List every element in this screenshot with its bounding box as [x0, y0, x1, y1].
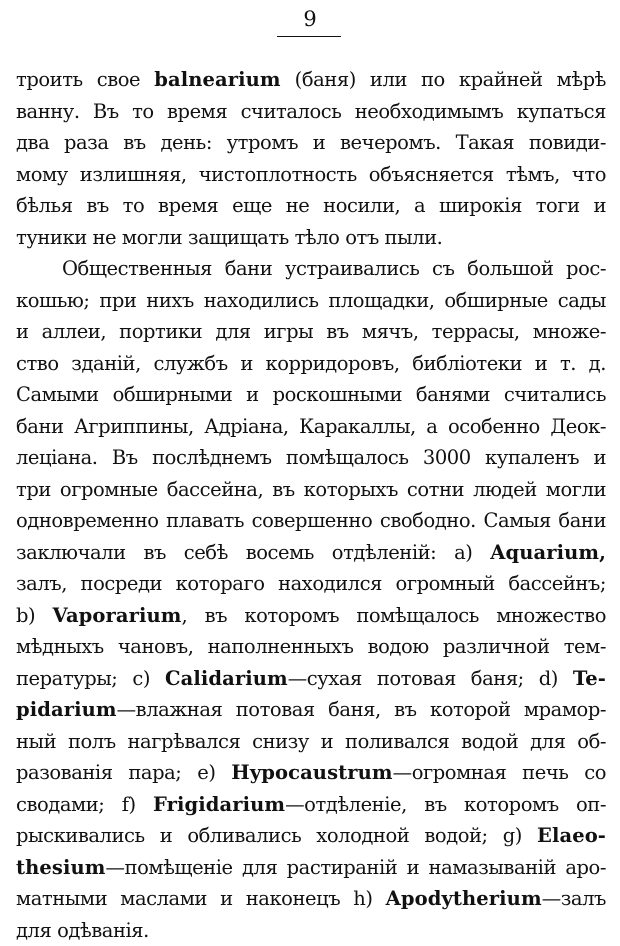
latin-term: pidarium [16, 698, 117, 721]
text-line: одновременно плавать совершенно свободно. Самыя бани [16, 505, 606, 537]
latin-term: Elaeo- [537, 824, 606, 847]
page-number: 9 [0, 6, 620, 32]
text-run: —влажная потовая баня, въ которой мрамор- [117, 698, 606, 721]
text-line: туники не могли защищать тѣло отъ пыли. [16, 222, 606, 254]
text-line: ванну. Въ то время считалось необходимымъ купаться [16, 96, 606, 128]
latin-term: Hypocaustrum [231, 761, 392, 784]
latin-term: Apodytherium [386, 887, 542, 910]
latin-term: balnearium [154, 68, 280, 91]
text-run: сводами; f) [16, 793, 153, 816]
text-line [16, 789, 606, 821]
latin-term: thesium [16, 856, 106, 879]
text-run: заключали въ себѣ восемь отдѣленій: а) [16, 541, 490, 564]
text-run: —залъ [542, 887, 606, 910]
text-line: бѣлья въ то время еще не носили, а широкія тоги и [16, 190, 606, 222]
text-line: леціана. Въ послѣднемъ помѣщалось 3000 купаленъ и [16, 442, 606, 474]
text-line [16, 663, 606, 695]
text-run: —отдѣленіе, въ которомъ оп- [285, 793, 606, 816]
text-line: мѣдныхъ чановъ, наполненныхъ водою различной тем- [16, 631, 606, 663]
text-line: для одѣванія. [16, 915, 606, 946]
text-line [16, 883, 606, 915]
text-line [16, 600, 606, 632]
text-line: бани Агриппины, Адріана, Каракаллы, а особенно Деок- [16, 411, 606, 443]
text-line: Общественныя бани устраивались съ большой рос- [16, 253, 606, 285]
text-line: ство зданій, службъ и корридоровъ, библіотеки и т. д. [16, 348, 606, 380]
text-run: матными маслами и наконецъ h) [16, 887, 386, 910]
page-number-rule [277, 36, 341, 37]
text-line: три огромные бассейна, въ которыхъ сотни людей могли [16, 474, 606, 506]
text-line [16, 694, 606, 726]
text-run: пературы; с) [16, 667, 165, 690]
text-line [16, 64, 606, 96]
text-line [16, 537, 606, 569]
text-line: ный полъ нагрѣвался снизу и поливался водой для об- [16, 726, 606, 758]
latin-term: Te- [573, 667, 606, 690]
latin-term: Vaporarium [53, 604, 182, 627]
text-line: два раза въ день: утромъ и вечеромъ. Такая повиди- [16, 127, 606, 159]
text-run: —огромная печь со [393, 761, 606, 784]
text-line [16, 852, 606, 884]
latin-term: Calidarium [165, 667, 288, 690]
latin-term: Aquarium, [490, 541, 606, 564]
text-run: b) [16, 604, 53, 627]
text-line: мому излишняя, чистоплотность объясняется тѣмъ, что [16, 159, 606, 191]
text-line [16, 820, 606, 852]
latin-term: Frigidarium [153, 793, 285, 816]
text-line [16, 757, 606, 789]
text-run: —сухая потовая баня; d) [288, 667, 573, 690]
text-line: Самыми обширными и роскошными банями считались [16, 379, 606, 411]
body-text [16, 64, 606, 946]
text-run: (баня) или по крайней мѣрѣ [281, 68, 606, 91]
text-run: , въ которомъ помѣщалось множество [182, 604, 606, 627]
text-line: залъ, посреди котораго находился огромный бассейнъ; [16, 568, 606, 600]
text-run: рыскивались и обливались холодной водой; g) [16, 824, 537, 847]
text-run: —помѣщеніе для растираній и намазываній аро- [106, 856, 607, 879]
text-line: кошью; при нихъ находились площадки, обширные сады [16, 285, 606, 317]
text-line: и аллеи, портики для игры въ мячъ, террасы, множе- [16, 316, 606, 348]
text-run: разованія пара; е) [16, 761, 231, 784]
text-run: троить свое [16, 68, 154, 91]
